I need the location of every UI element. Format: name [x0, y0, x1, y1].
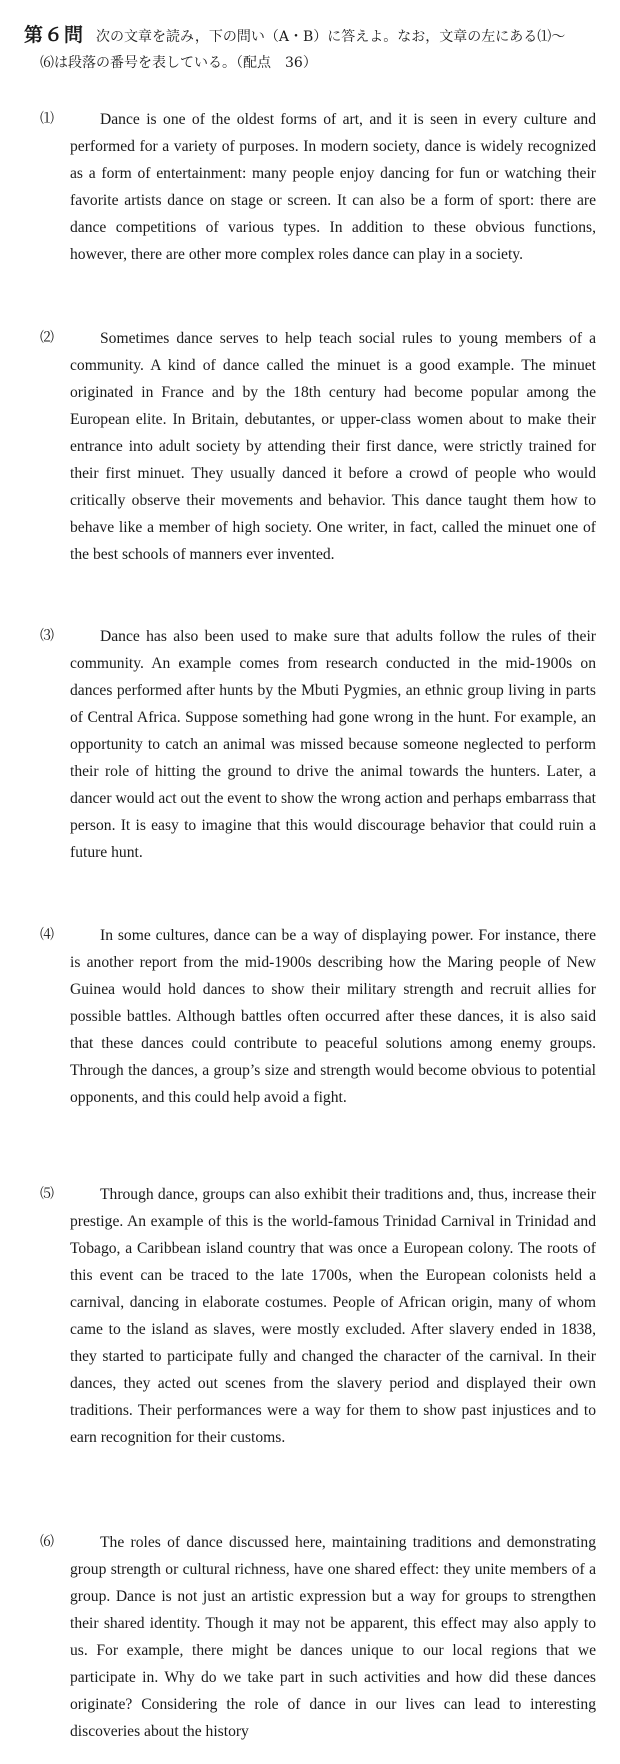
paragraph-number: ⑸ [40, 1186, 54, 1202]
paragraph-text: Sometimes dance serves to help teach social rules to young members of a community. A kind of dance called the minuet is a good example. The minuet originated in France and by the 18th century had become popular among the European elite. In Britain, debutantes, or upper-class women about to make their entrance into adult society by attending their first dance, were strictly trained for their first minuet. They usually danced it before a crowd of people who would critically observe their movements and behavior. This dance taught them how to behave like a member of high society. One writer, in fact, called the minuet one of the best schools of manners ever invented. [70, 330, 596, 563]
paragraph-2 [40, 325, 600, 568]
paragraph-6 [40, 1529, 600, 1745]
paragraph-5 [40, 1181, 600, 1451]
paragraph-number: ⑴ [40, 111, 54, 127]
paragraph-1 [40, 106, 600, 268]
question-header [24, 22, 600, 76]
paragraph-3 [40, 623, 600, 866]
paragraph-text: Through dance, groups can also exhibit their traditions and, thus, increase their prestige. An example of this is the world-famous Trinidad Carnival in Trinidad and Tobago, a Caribbean island country that was once a European colony. The roots of this event can be traced to the late 1700s, when the European colonists held a carnival, dancing in elaborate costumes. People of African origin, many of whom came to the island as slaves, were mostly excluded. After slavery ended in 1838, they started to participate fully and changed the character of the carnival. In their dances, they acted out scenes from the slavery period and displayed their own traditions. Their performances were a way for them to show past injustices and to earn recognition for their customs. [70, 1186, 596, 1446]
paragraph-text: In some cultures, dance can be a way of displaying power. For instance, there is another report from the mid-1900s describing how the Maring people of New Guinea would hold dances to show their military strength and recruit allies for possible battles. Although battles often occurred after these dances, it is also said that these dances could contribute to peaceful solutions among enemy groups. Through the dances, a group’s size and strength would become obvious to potential opponents, and this could help avoid a fight. [70, 927, 596, 1106]
paragraph-4 [40, 922, 600, 1111]
paragraph-number: ⑹ [40, 1534, 54, 1550]
question-instruction-line2: ⑹は段落の番号を表している。（配点 36） [40, 55, 317, 71]
question-instruction-line1: 次の文章を読み，下の問い（A・B）に答えよ。なお，文章の左にある⑴〜 [96, 29, 566, 45]
paragraph-text: Dance has also been used to make sure that adults follow the rules of their community. An example comes from research conducted in the mid-1900s on dances performed after hunts by the Mbuti Pygmies, an ethnic group living in parts of Central Africa. Suppose something had gone wrong in the hunt. For example, an opportunity to catch an animal was missed because someone neglected to perform their role of hitting the ground to drive the animal towards the hunters. Later, a dancer would act out the event to show the wrong action and perhaps embarrass that person. It is easy to imagine that this would discourage behavior that could ruin a future hunt. [70, 628, 596, 861]
paragraph-number: ⑶ [40, 628, 54, 644]
question-title: 第６問 [24, 24, 85, 46]
paragraph-number: ⑵ [40, 330, 54, 346]
paragraph-number: ⑷ [40, 927, 54, 943]
paragraph-text: Dance is one of the oldest forms of art, and it is seen in every culture and performed for a variety of purposes. In modern society, dance is widely recognized as a form of entertainment: many people enjoy dancing for fun or watching their favorite artists dance on stage or screen. It can also be a form of sport: there are dance competitions of various types. In addition to these obvious functions, however, there are other more complex roles dance can play in a society. [70, 111, 596, 263]
paragraph-text: The roles of dance discussed here, maintaining traditions and demonstrating group strength or cultural richness, have one shared effect: they unite members of a group. Dance is not just an artistic expression but a way for groups to strengthen their shared identity. Though it may not be apparent, this effect may also apply to us. For example, there might be dances unique to our local regions that we participate in. Why do we take part in such activities and how did these dances originate? Considering the role of dance in our lives can lead to interesting discoveries about the history [70, 1534, 596, 1740]
